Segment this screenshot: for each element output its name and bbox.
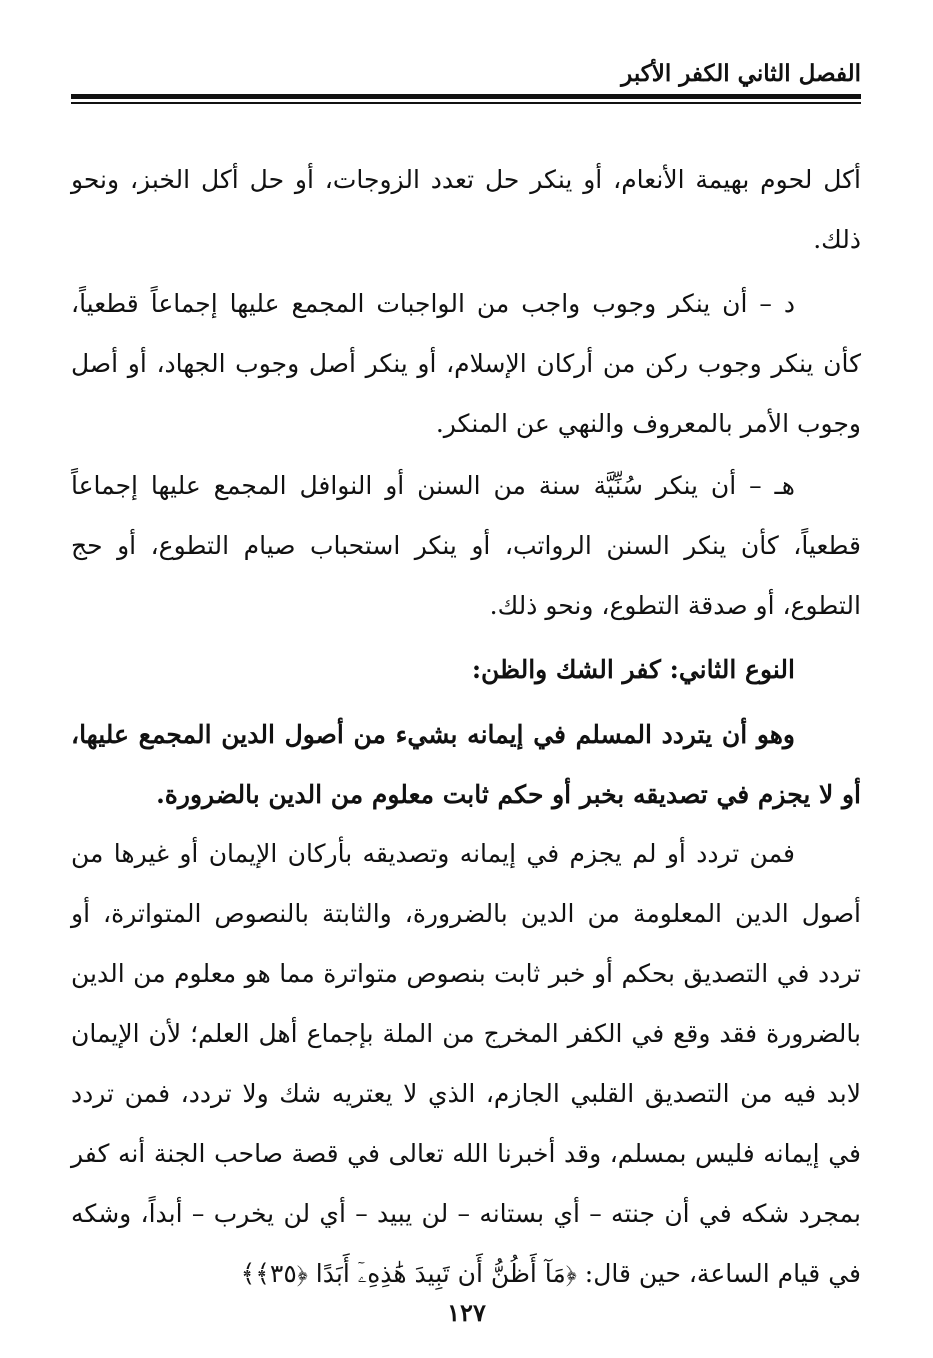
body-paragraph: فمن تردد أو لم يجزم في إيمانه وتصديقه بأركان الإيمان أو غيرها من أصول الدين المعلومة من الدين بالضرورة، والثابتة بالنصوص المتواترة، أو تردد في التصديق بحكم أو خبر ثابت بنصوص متواترة مما هو معلوم من الدين بالضرورة فقد وقع في الكفر المخرج من الملة بإجماع أهل العلم؛ لأن الإيمان لابد فيه من التصديق القلبي الجازم، الذي لا يعتريه شك ولا تردد، فمن تردد في إيمانه فليس بمسلم، وقد أخبرنا الله تعالى في قصة صاحب الجنة أنه كفر بمجرد شكه في أن جنته – أي بستانه – لن يبيد – أي لن يخرب – أبداً، وشكه في قيام الساعة، حين قال: ﴿مَآ أَظُنُّ أَن تَبِيدَ هَٰذِهِۦٓ أَبَدًا ﴿٣٥﴾﴾	[71, 839, 861, 1288]
paragraph-item-ha: هـ – أن ينكر سُنِّيَّة سنة من السنن أو النوافل المجمع عليها إجماعاً قطعياً، كأن ينكر السنن الرواتب، أو ينكر استحباب صيام التطوع، أو حج التطوع، أو صدقة التطوع، ونحو ذلك.	[71, 471, 861, 620]
page-number: ١٢٧	[447, 1298, 486, 1327]
paragraph-continuation: أكل لحوم بهيمة الأنعام، أو ينكر حل تعدد الزوجات، أو حل أكل الخبز، ونحو ذلك.	[71, 165, 861, 254]
header-rule-thick	[71, 94, 861, 99]
header-rule-thin	[71, 102, 861, 104]
paragraph-item-dal: د – أن ينكر وجوب واجب من الواجبات المجمع عليها إجماعاً قطعياً، كأن ينكر وجوب ركن من أركان الإسلام، أو ينكر أصل وجوب الجهاد، أو أصل وجوب الأمر بالمعروف والنهي عن المنكر.	[71, 289, 861, 438]
chapter-title: الفصل الثاني الكفر الأكبر	[621, 60, 861, 87]
definition-paragraph: وهو أن يتردد المسلم في إيمانه بشيء من أصول الدين المجمع عليها، أو لا يجزم في تصديقه بخبر أو حكم ثابت معلوم من الدين بالضرورة.	[71, 720, 861, 809]
section-heading: النوع الثاني: كفر الشك والظن:	[471, 655, 795, 684]
running-header	[71, 52, 861, 98]
